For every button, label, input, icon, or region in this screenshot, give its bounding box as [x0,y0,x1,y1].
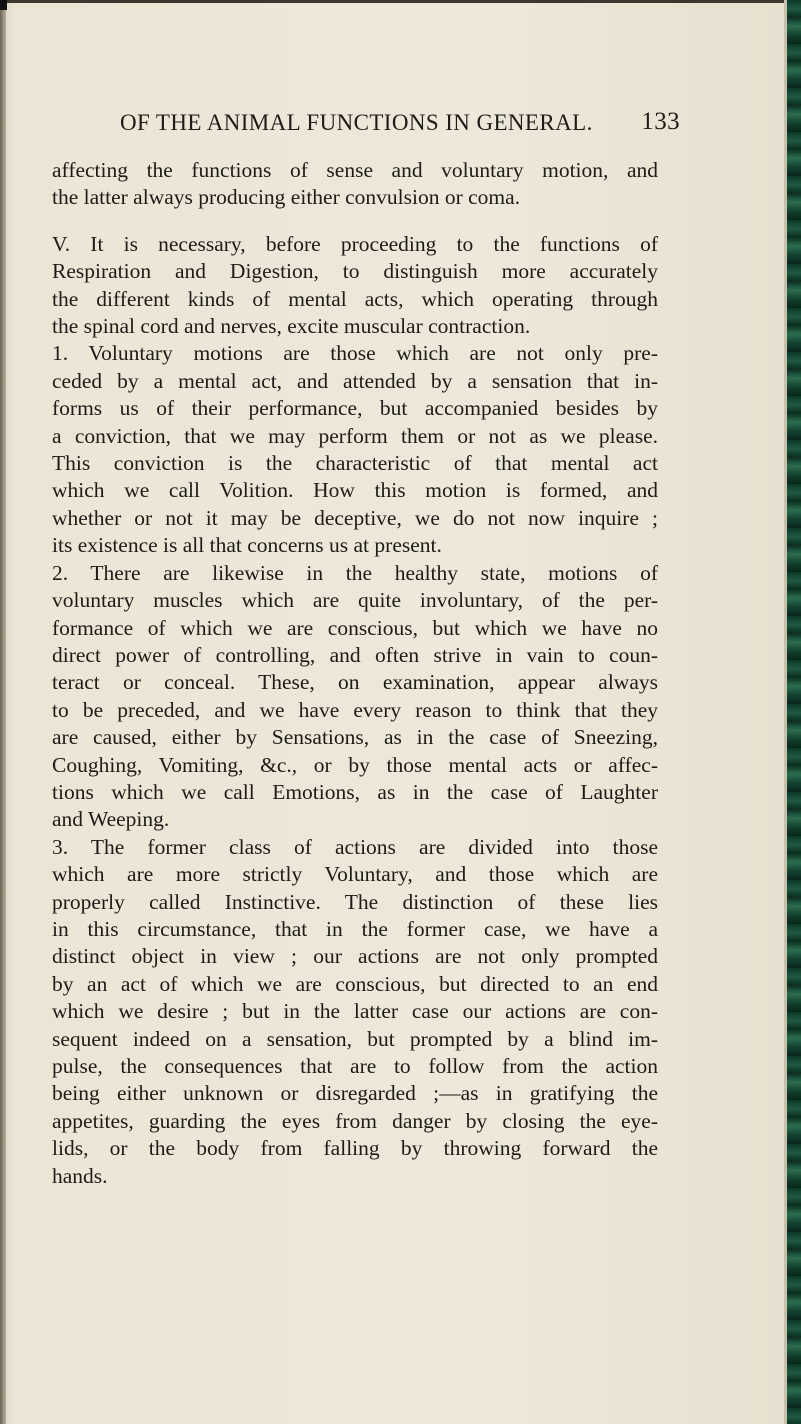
book-cover-edge [784,0,801,1424]
page-top-edge [0,0,801,3]
text-line: 2. There are likewise in the healthy state, motions of [52,560,658,585]
text-line: teract or conceal. These, on examination, appear always [52,670,658,695]
text-line: which we desire ; but in the latter case our actions are con- [52,999,658,1024]
text-line: affecting the functions of sense and voluntary motion, and [52,158,658,182]
text-line: by an act of which we are conscious, but directed to an end [52,971,658,996]
text-line: distinct object in view ; our actions are not only prompted [52,944,658,969]
text-line: hands. [52,1163,108,1188]
text-line: ceded by a mental act, and attended by a sensation that in- [52,368,658,393]
text-line: formance of which we are conscious, but which we have no [52,615,658,640]
text-line: the spinal cord and nerves, excite muscular contraction. [52,314,531,339]
text-line: appetites, guarding the eyes from danger by closing the eye- [52,1108,658,1133]
text-line: Respiration and Digestion, to distinguish more accurately [52,259,658,284]
text-line: 1. Voluntary motions are those which are not only pre- [52,341,658,366]
text-line: its existence is all that concerns us at present. [52,533,442,558]
text-line: direct power of controlling, and often strive in vain to coun- [52,642,658,667]
text-line: V. It is necessary, before proceeding to the functions of [52,231,658,256]
body-text [52,157,658,1190]
text-line: properly called Instinctive. The distinction of these lies [52,889,658,914]
page-header [120,100,680,140]
paragraph-gap [52,212,658,231]
text-line: which we call Volition. How this motion is formed, and [52,478,658,503]
page-number: 133 [641,108,680,135]
page-binding-edge [0,0,6,1424]
text-line: Coughing, Vomiting, &c., or by those mental acts or affec- [52,752,658,777]
text-line: pulse, the consequences that are to follow from the action [52,1054,658,1078]
text-line: and Weeping. [52,807,170,832]
text-line: being either unknown or disregarded ;—as in gratifying the [52,1081,658,1106]
text-line: This conviction is the characteristic of that mental act [52,451,658,476]
text-line: lids, or the body from falling by throwing forward the [52,1136,658,1161]
text-line: forms us of their performance, but accompanied besides by [52,396,658,421]
text-line: sequent indeed on a sensation, but prompted by a blind im- [52,1026,658,1051]
text-line: tions which we call Emotions, as in the case of Laughter [52,779,658,804]
text-line: a conviction, that we may perform them or not as we please. [52,423,658,448]
text-line: the latter always producing either convulsion or coma. [52,185,521,210]
text-line: voluntary muscles which are quite involuntary, of the per- [52,588,658,613]
text-line: the different kinds of mental acts, which operating through [52,286,658,311]
text-line: are caused, either by Sensations, as in the case of Sneezing, [52,725,658,750]
text-line: in this circumstance, that in the former case, we have a [52,916,658,941]
scan-corner-mark [0,0,7,10]
text-line: to be preceded, and we have every reason to think that they [52,697,658,722]
text-line: whether or not it may be deceptive, we do not now inquire ; [52,505,658,530]
text-line: which are more strictly Voluntary, and those which are [52,862,658,887]
text-line: 3. The former class of actions are divided into those [52,834,658,859]
running-head: OF THE ANIMAL FUNCTIONS IN GENERAL. [120,110,593,135]
